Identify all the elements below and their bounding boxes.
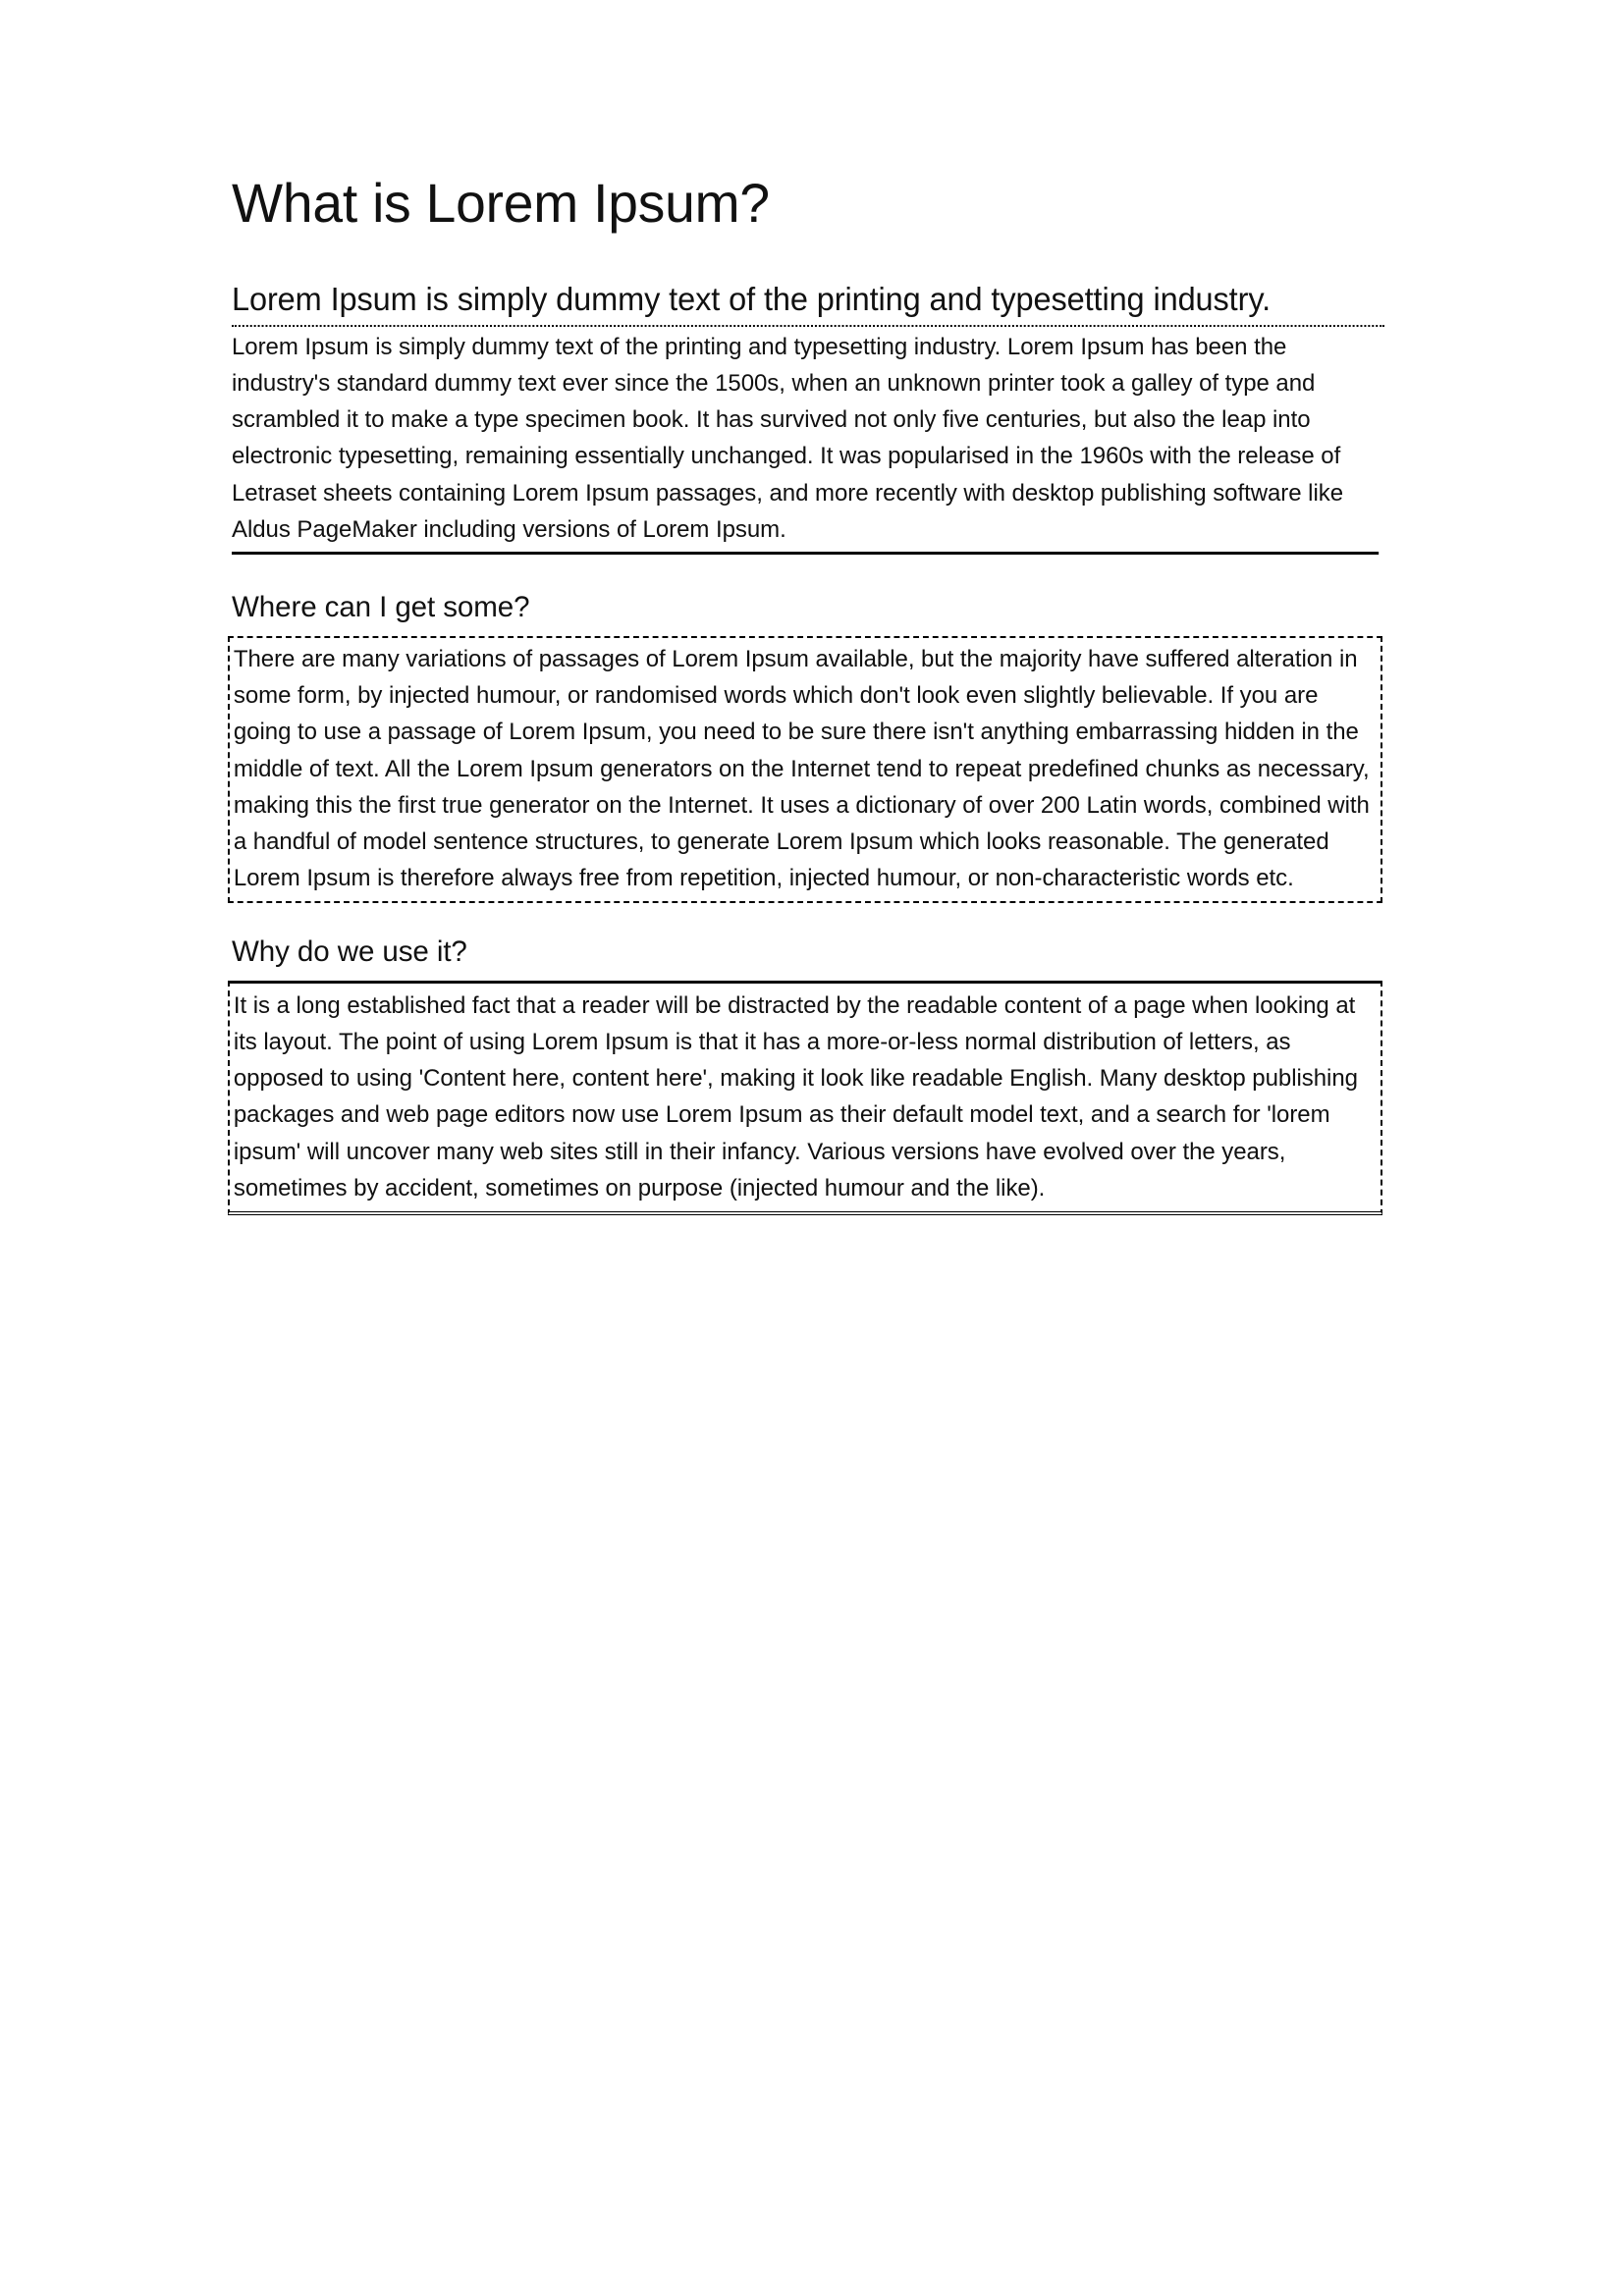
paragraph-why-do-we-use-it: It is a long established fact that a reader will be distracted by the readable content of a page when looking at its layout. The point of using Lorem Ipsum is that it has a more-or-less normal distribution of letters, as opposed to using 'Content here, content here', making it look like readable English. Many desktop publishing packages and web page editors now use Lorem Ipsum as their default model text, and a search for 'lorem ipsum' will uncover many web sites still in their infancy. Various versions have evolved over the years, sometimes by accident, sometimes on purpose (injected humour and the like).	[228, 981, 1382, 1215]
page-title: What is Lorem Ipsum?	[232, 172, 770, 234]
paragraph-intro: Lorem Ipsum is simply dummy text of the printing and typesetting industry. Lorem Ipsum has been the industry's standard dummy text ever since the 1500s, when an unknown printer took a galley of type and scrambled it to make a type specimen book. It has survived not only five centuries, but also the leap into electronic typesetting, remaining essentially unchanged. It was popularised in the 1960s with the release of Letraset sheets containing Lorem Ipsum passages, and more recently with desktop publishing software like Aldus PageMaker including versions of Lorem Ipsum.	[232, 327, 1379, 555]
document-subtitle: Lorem Ipsum is simply dummy text of the printing and typesetting industry.	[232, 278, 1384, 327]
paragraph-where-can-i-get-some: There are many variations of passages of Lorem Ipsum available, but the majority have suffered alteration in some form, by injected humour, or randomised words which don't look even slightly believable. If you are going to use a passage of Lorem Ipsum, you need to be sure there isn't anything embarrassing hidden in the middle of text. All the Lorem Ipsum generators on the Internet tend to repeat predefined chunks as necessary, making this the first true generator on the Internet. It uses a dictionary of over 200 Latin words, combined with a handful of model sentence structures, to generate Lorem Ipsum which looks reasonable. The generated Lorem Ipsum is therefore always free from repetition, injected humour, or non-characteristic words etc.	[228, 636, 1382, 903]
section-heading-why-do-we-use-it: Why do we use it?	[232, 934, 467, 968]
document-content	[232, 173, 1402, 1215]
section-heading-where-can-i-get-some: Where can I get some?	[232, 591, 530, 623]
